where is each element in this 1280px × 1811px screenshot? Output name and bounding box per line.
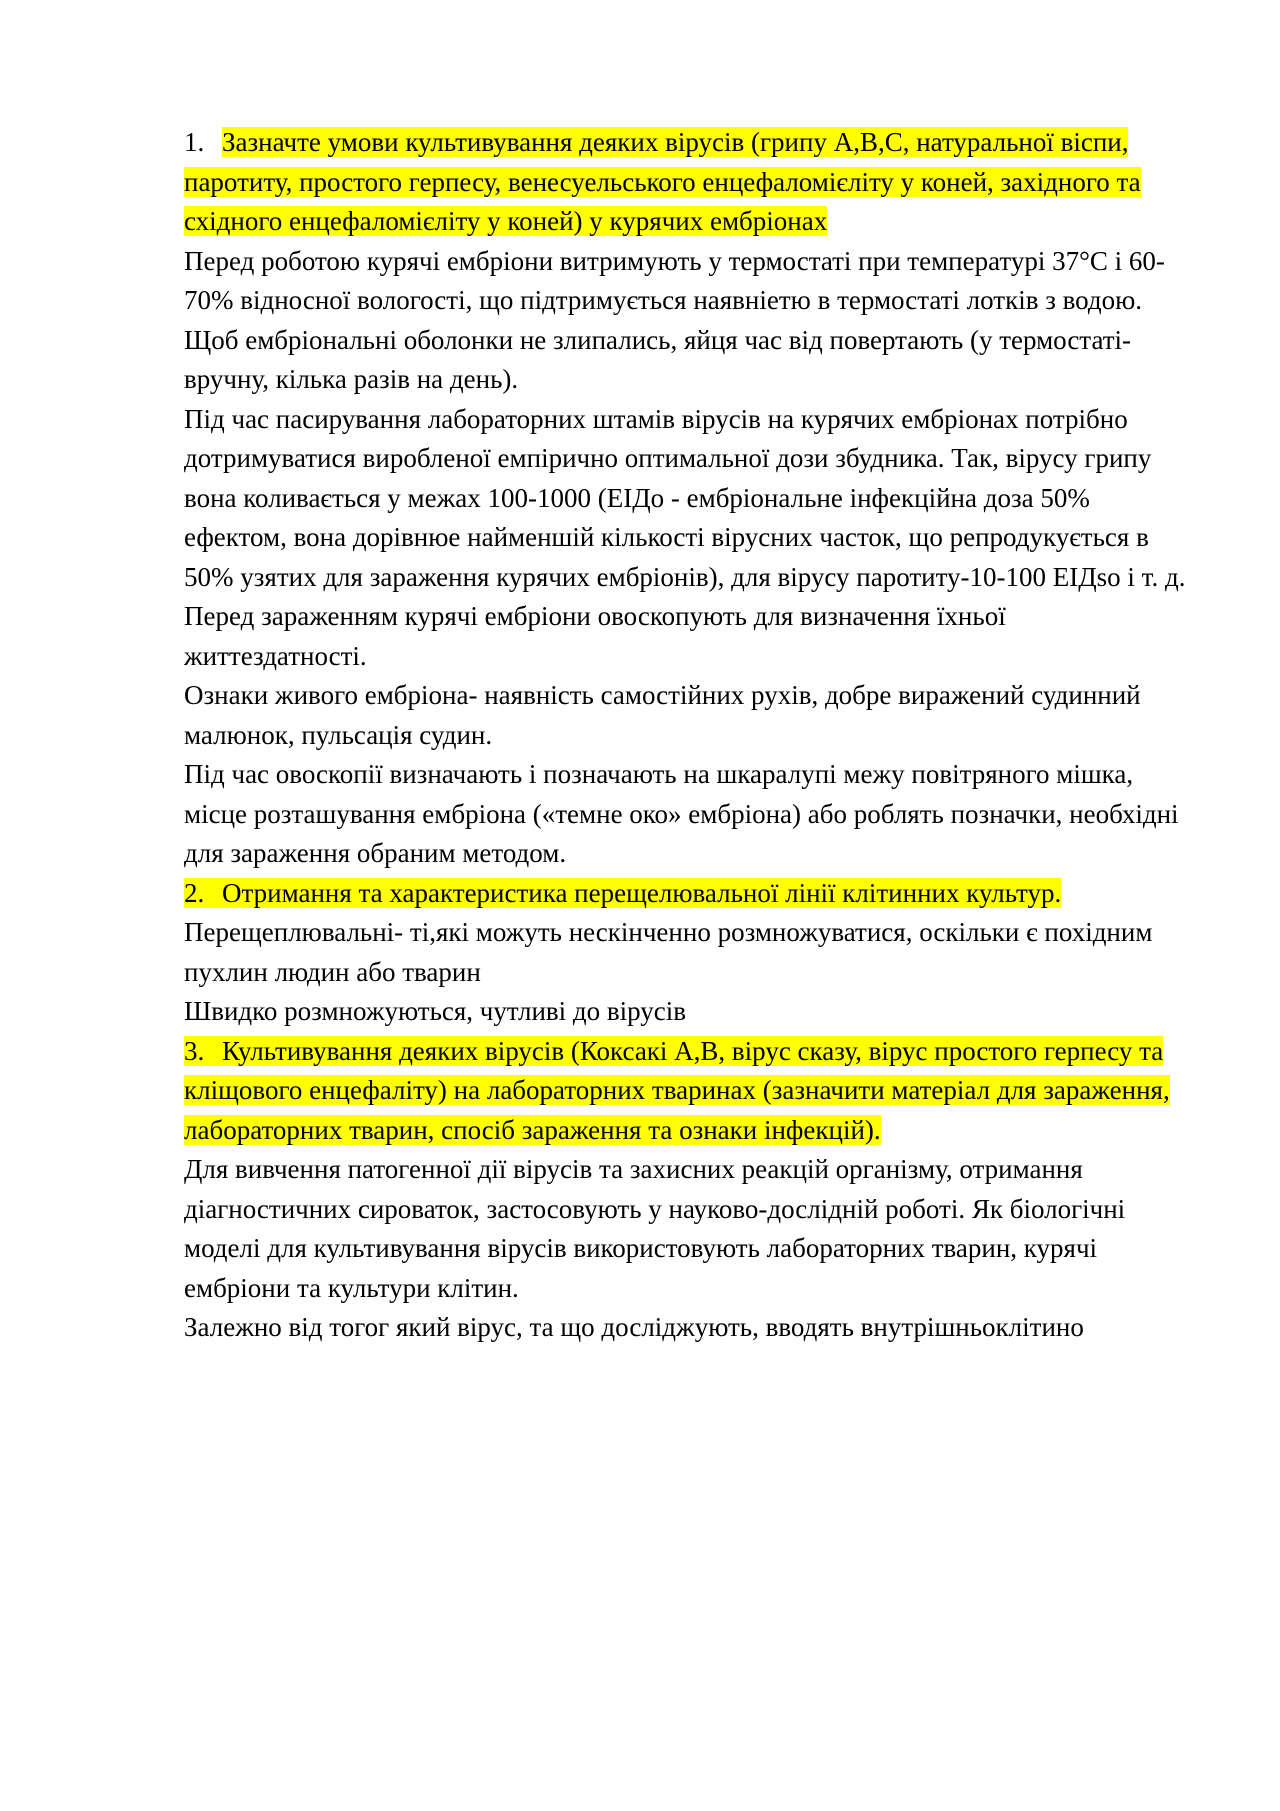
q3-paragraph: Для вивчення патогенної дії вірусів та захисних реакцій організму, отримання діагностичних сироваток, застосовують у науково-дослідній роботі. Як біологічні моделі для культивування вірусів використовують лабораторних тварин, курячі ембріони та культури клітин. [184,1154,1126,1303]
question-3-number: 3. [184,1035,205,1066]
q1-paragraph: Перед зараженням курячі ембріони овоскопують для визначення їхньої життездатності. [184,601,1006,671]
question-2-highlight [184,878,1061,908]
question-1-heading: Зазначте умови культивування деяких вірусів (грипу А,В,С, натуральної віспи, паротиту, простого герпесу, венесуельського енцефаломієліту у коней, західного та східного енцефаломієліту у коней) у курячих ембріонах [184,127,1141,236]
question-2 [184,874,1194,914]
question-3 [184,1032,1194,1151]
q3-paragraph: Залежно від тогог який вірус, та що досліджують, вводять внутрішньоклітино [184,1312,1084,1342]
question-3-highlight [184,1036,1170,1145]
question-1-number: 1. [184,127,205,157]
q1-paragraph: Щоб ембріональні оболонки не злипались, яйця час від повертають (у термостаті-вручну, кілька разів на день). [184,324,1132,394]
question-2-number: 2. [184,877,205,908]
document-page [184,123,1194,1348]
q2-paragraph: Швидко розмножуються, чутливі до вірусів [184,996,687,1026]
q1-paragraph: Ознаки живого ембріона- наявність самостійних рухів, добре виражений судинний малюнок, пульсація судин. [184,680,1141,750]
question-2-heading: Отримання та характеристика перещелювальної лінії клітинних культур. [222,877,1062,908]
question-1 [184,123,1194,242]
q1-paragraph: Під час пасирування лабораторних штамів вірусів на курячих ембріонах потрібно дотримуватися виробленої емпірично оптимальної дози збудника. Так, вірусу грипу вона коливається у межах 100-1000 (ЕІДо - ембріональне інфекційна доза 50% ефектом, вона дорівнюе найменшій кількості вірусних часток, що репродукується в 50% узятих для зараження курячих ембріонів), для вірусу паротиту-10-100 ЕІДѕо і т. д. [184,403,1186,592]
q1-paragraph: Перед роботою курячі ембріони витримують у термостаті при температурі 37°С і 60-70% відносної вологості, що підтримується наявніетю в термостаті лотків з водою. [184,245,1165,315]
question-3-heading: Культивування деяких вірусів (Коксакі А,В, вірус сказу, вірус простого герпесу та кліщового енцефаліту) на лабораторних тваринах (зазначити матеріал для зараження, лабораторних тварин, спосіб зараження та ознаки інфекцій). [184,1035,1170,1145]
q1-paragraph: Під час овоскопії визначають і позначають на шкаралупі межу повітряного мішка, місце розташування ембріона («темне око» ембріона) або роблять позначки, необхідні для зараження обраним методом. [184,759,1179,868]
q2-paragraph: Перещеплювальні- ті,які можуть нескінченно розмножуватися, оскільки є похідним пухлин людин або тварин [184,917,1153,987]
